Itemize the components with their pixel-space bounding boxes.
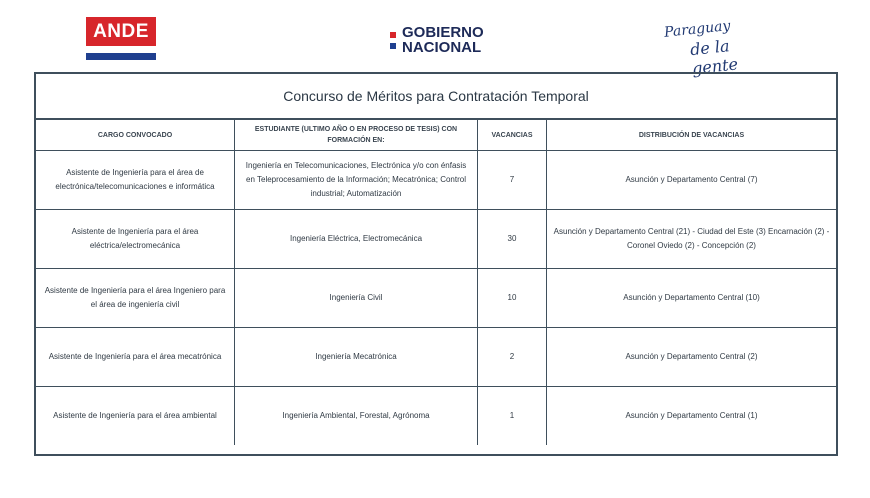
column-header-vacancias: VACANCIAS [478, 120, 547, 151]
ande-logo-stripe-white [86, 46, 156, 53]
cell-vacancias: 10 [478, 269, 547, 328]
table-header-row [36, 120, 836, 151]
column-header-cargo: CARGO CONVOCADO [36, 120, 235, 151]
page-header [0, 0, 870, 79]
cell-formacion: Ingeniería en Telecomunicaciones, Electrónica y/o con énfasis en Teleprocesamiento de la Información; Mecatrónica; Control industrial; Automatización [235, 151, 478, 210]
cell-cargo: Asistente de Ingeniería para el área ambiental [36, 387, 235, 446]
gobierno-nacional-logo [390, 25, 484, 55]
cell-formacion: Ingeniería Eléctrica, Electromecánica [235, 210, 478, 269]
gobierno-line-1: GOBIERNO [402, 24, 484, 41]
cell-vacancias: 7 [478, 151, 547, 210]
paraguay-de-la-gente-logo [663, 12, 778, 80]
column-header-distribucion: DISTRIBUCIÓN DE VACANCIAS [547, 120, 837, 151]
ande-logo-stripe-blue [86, 53, 156, 60]
cell-cargo: Asistente de Ingeniería para el área mecatrónica [36, 328, 235, 387]
vacancy-table-card [34, 72, 838, 456]
paraguay-logo-line-1: Paraguay [663, 17, 732, 41]
cell-cargo: Asistente de Ingeniería para el área Ingeniero para el área de ingeniería civil [36, 269, 235, 328]
table-row [36, 387, 836, 446]
cell-distribucion: Asunción y Departamento Central (7) [547, 151, 837, 210]
ande-logo [86, 17, 156, 65]
gobierno-line-2: NACIONAL [402, 39, 482, 56]
ande-logo-text: ANDE [86, 17, 156, 46]
table-row [36, 210, 836, 269]
cell-formacion: Ingeniería Ambiental, Forestal, Agrónoma [235, 387, 478, 446]
cell-formacion: Ingeniería Civil [235, 269, 478, 328]
cell-cargo: Asistente de Ingeniería para el área eléctrica/electromecánica [36, 210, 235, 269]
column-header-formacion: ESTUDIANTE (ULTIMO AÑO O EN PROCESO DE TESIS) CON FORMACIÓN EN: [235, 120, 478, 151]
cell-distribucion: Asunción y Departamento Central (2) [547, 328, 837, 387]
table-row [36, 328, 836, 387]
cell-distribucion: Asunción y Departamento Central (21) - Ciudad del Este (3) Encarnación (2) - Coronel Oviedo (2) - Concepción (2) [547, 210, 837, 269]
cell-distribucion: Asunción y Departamento Central (1) [547, 387, 837, 446]
table-row [36, 151, 836, 210]
vacancy-table [36, 119, 836, 445]
cell-formacion: Ingeniería Mecatrónica [235, 328, 478, 387]
flag-icon [390, 32, 396, 49]
cell-distribucion: Asunción y Departamento Central (10) [547, 269, 837, 328]
cell-vacancias: 30 [478, 210, 547, 269]
cell-cargo: Asistente de Ingeniería para el área de electrónica/telecomunicaciones e informática [36, 151, 235, 210]
table-row [36, 269, 836, 328]
table-title: Concurso de Méritos para Contratación Temporal [36, 74, 836, 119]
paraguay-logo-line-2: de la gente [689, 36, 739, 79]
cell-vacancias: 2 [478, 328, 547, 387]
cell-vacancias: 1 [478, 387, 547, 446]
